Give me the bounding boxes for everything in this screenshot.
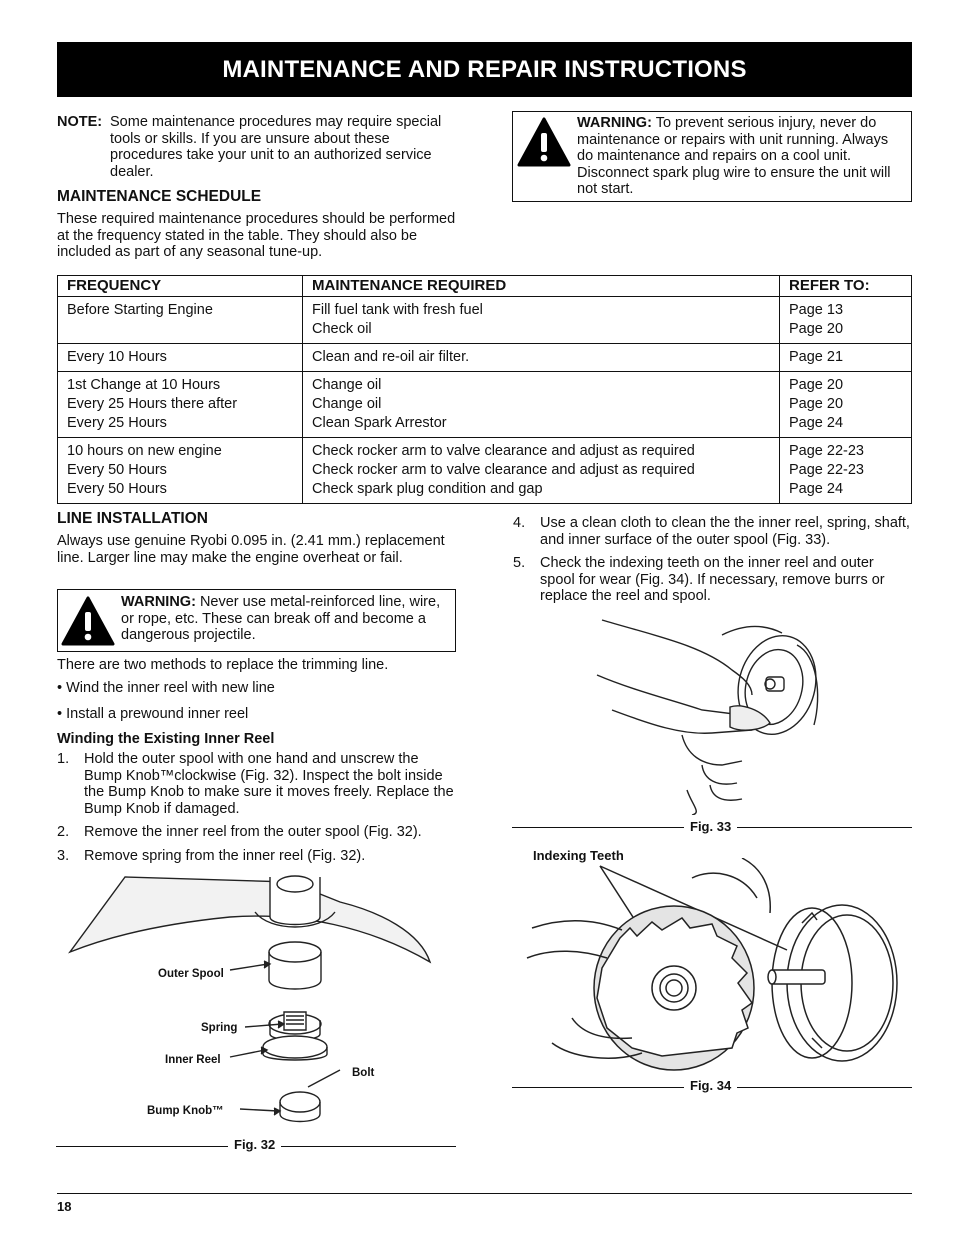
cell-line: Every 50 Hours (67, 480, 167, 497)
method-list (57, 680, 275, 731)
warning-text: Never use metal-reinforced line, wire, or rope, etc. These can break off and become a dangerous projectile. (121, 594, 441, 643)
line-installation-intro: Always use genuine Ryobi 0.095 in. (2.41 mm.) replacement line. Larger line may make the engine overheat or fail. (57, 533, 445, 566)
warning-label: WARNING: (577, 115, 652, 131)
note-text: Some maintenance procedures may require special tools or skills. If you are unsure about these procedures take your unit to an authorized service dealer. (110, 114, 442, 180)
cell-refer (780, 343, 912, 371)
list-item (513, 515, 912, 548)
cell-frequency (58, 343, 303, 371)
footer-rule (57, 1193, 912, 1194)
cell-line: Change oil (312, 376, 382, 393)
cell-maintenance (303, 296, 780, 343)
list-item: • Install a prewound inner reel (57, 705, 249, 722)
page-title: MAINTENANCE AND REPAIR INSTRUCTIONS (57, 42, 912, 97)
cell-maintenance (303, 343, 780, 371)
cell-frequency (58, 296, 303, 343)
cell-line: Clean Spark Arrestor (312, 414, 447, 431)
warning-box-top (512, 111, 912, 202)
step-number: 3. (57, 847, 70, 864)
cell-refer (780, 437, 912, 503)
steps-list-left (57, 751, 457, 871)
line-installation-heading: LINE INSTALLATION (57, 510, 208, 527)
step-text: Remove spring from the inner reel (Fig. 32). (84, 847, 366, 864)
table-row (58, 437, 912, 503)
cell-line: Check rocker arm to valve clearance and adjust as required (312, 442, 695, 459)
cell-line: Page 20 (789, 376, 844, 393)
column-header-frequency: FREQUENCY (58, 276, 303, 297)
step-number: 5. (513, 555, 526, 571)
cell-line: 1st Change at 10 Hours (67, 376, 221, 393)
fig34-caption: Fig. 34 (684, 1078, 737, 1095)
step-number: 2. (57, 824, 70, 840)
warning-box-line (57, 589, 456, 652)
warning-text: To prevent serious injury, never do maintenance or repairs with unit running. Always do maintenance and repairs on a cool unit. Disconnect spark plug wire to ensure the unit will not start. (577, 115, 891, 197)
warning-triangle-icon (61, 595, 115, 647)
cell-line: Every 25 Hours (67, 414, 167, 431)
note-block (57, 114, 457, 180)
cell-maintenance (303, 371, 780, 437)
cell-line: Page 22-23 (789, 461, 864, 478)
indexing-teeth-label: Indexing Teeth (533, 848, 624, 863)
maintenance-schedule-heading: MAINTENANCE SCHEDULE (57, 188, 262, 205)
page-number: 18 (57, 1199, 72, 1214)
note-label: NOTE: (57, 114, 103, 130)
warning-label: WARNING: (121, 594, 196, 610)
fig33-caption: Fig. 33 (684, 819, 737, 836)
cell-line: Check rocker arm to valve clearance and adjust as required (312, 461, 695, 478)
fig32-caption: Fig. 32 (228, 1137, 281, 1154)
step-text: Remove the inner reel from the outer spool (Fig. 32). (84, 824, 422, 840)
warning-triangle-icon (517, 116, 571, 168)
list-item (57, 824, 457, 841)
bump-knob-label: Bump Knob™ (147, 1105, 224, 1117)
step-text: Use a clean cloth to clean the the inner reel, spring, shaft, and inner surface of the outer spool (Fig. 33). (540, 515, 910, 548)
cell-line: Every 25 Hours there after (67, 395, 238, 412)
bolt-label: Bolt (352, 1067, 375, 1079)
outer-spool-label: Outer Spool (158, 968, 224, 980)
maintenance-schedule-intro: These required maintenance procedures should be performed at the frequency stated in the table. They should also be included as part of any seasonal tune-up. (57, 211, 456, 260)
maintenance-schedule-table (57, 275, 912, 504)
step-number: 1. (57, 751, 70, 767)
list-item (57, 848, 457, 865)
inner-reel-label: Inner Reel (165, 1054, 221, 1066)
table-row (58, 296, 912, 343)
cell-line: Page 20 (789, 320, 844, 337)
column-header-maintenance: MAINTENANCE REQUIRED (303, 276, 780, 297)
cell-line: Change oil (312, 395, 382, 412)
cell-line: 10 hours on new engine (67, 442, 222, 459)
table-row (58, 343, 912, 371)
steps-list-right (513, 515, 912, 612)
cell-refer (780, 296, 912, 343)
fig32-illustration (60, 872, 440, 1132)
cell-line: Every 50 Hours (67, 461, 167, 478)
winding-subheading: Winding the Existing Inner Reel (57, 731, 275, 747)
list-item: • Wind the inner reel with new line (57, 680, 275, 696)
cell-refer (780, 371, 912, 437)
cell-frequency (58, 371, 303, 437)
cell-maintenance (303, 437, 780, 503)
spring-label: Spring (201, 1022, 238, 1034)
cell-line: Before Starting Engine (67, 301, 213, 318)
table-row (58, 371, 912, 437)
cell-line: Clean and re-oil air filter. (312, 348, 470, 365)
list-item (57, 751, 457, 817)
fig34-illustration (512, 858, 912, 1078)
cell-line: Page 24 (789, 414, 844, 431)
cell-line: Page 24 (789, 480, 844, 497)
cell-line: Every 10 Hours (67, 348, 167, 365)
table-header-row (58, 276, 912, 297)
list-item (513, 555, 912, 605)
cell-frequency (58, 437, 303, 503)
step-text: Hold the outer spool with one hand and unscrew the Bump Knob™clockwise (Fig. 32). Inspect the bolt inside the Bump Knob to make sure it moves freely. Replace the Bump Knob if damaged. (84, 751, 454, 817)
cell-line: Check spark plug condition and gap (312, 480, 543, 497)
step-text: Check the indexing teeth on the inner reel and outer spool for wear (Fig. 34). If necessary, remove burrs or replace the reel and spool. (540, 555, 885, 604)
cell-line: Page 13 (789, 301, 844, 318)
column-header-refer: REFER TO: (780, 276, 912, 297)
cell-line: Check oil (312, 320, 372, 337)
cell-line: Page 21 (789, 348, 844, 365)
cell-line: Page 20 (789, 395, 844, 412)
step-number: 4. (513, 515, 526, 531)
fig33-illustration (592, 615, 832, 815)
cell-line: Page 22-23 (789, 442, 864, 459)
cell-line: Fill fuel tank with fresh fuel (312, 301, 483, 318)
methods-intro: There are two methods to replace the trimming line. (57, 657, 389, 673)
